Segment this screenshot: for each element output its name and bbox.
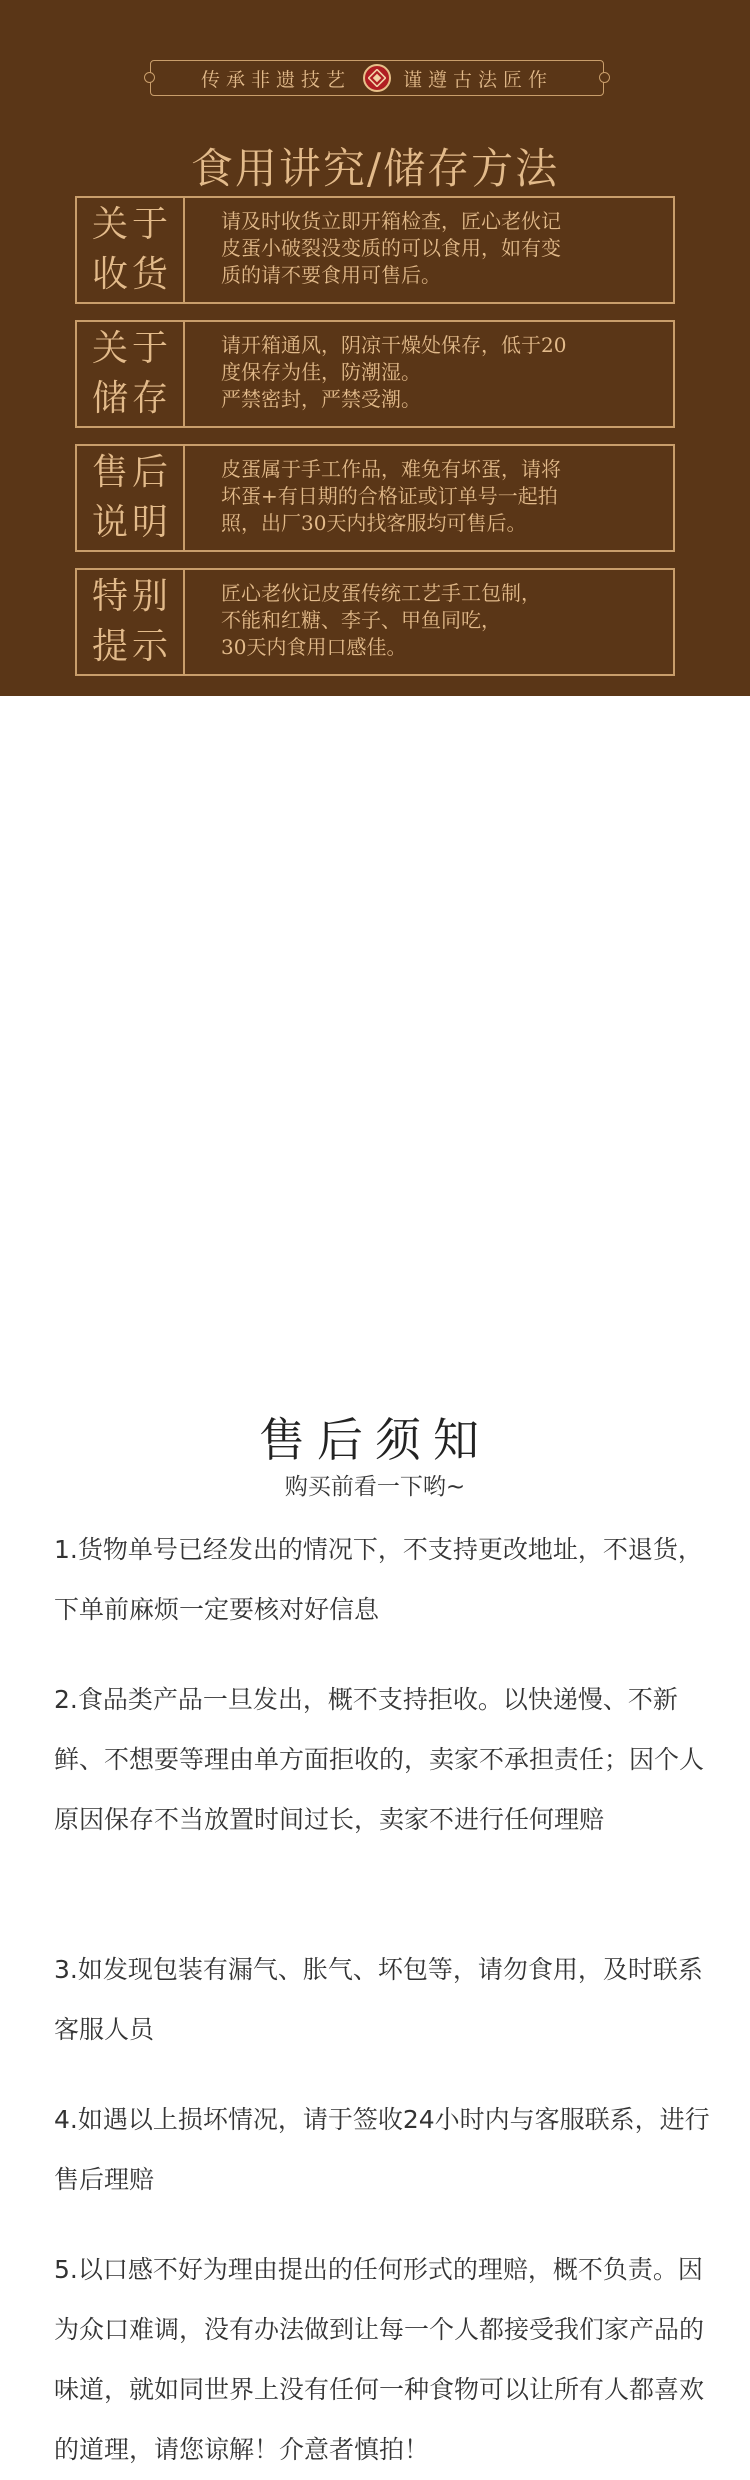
banner-right-cap [599,72,610,83]
notice-item: 3.如发现包装有漏气、胀气、坏包等，请勿食用，及时联系客服人员 [54,1955,703,2044]
info-box-after-sales [75,444,675,552]
notice-item: 1.货物单号已经发出的情况下，不支持更改地址，不退货，下单前麻烦一定要核对好信息 [54,1535,703,1624]
notice-item: 4.如遇以上损坏情况，请于签收24小时内与客服联系，进行售后理赔 [54,2105,710,2194]
info-box-label: 关于收货 [92,204,173,295]
info-box-text: 皮蛋属于手工作品，难免有坏蛋，请将 坏蛋+有日期的合格证或订单号一起拍 照，出厂30天内找客服均可售后。 [221,457,561,535]
info-box-text: 请开箱通风，阴凉干燥处保存，低于20 度保存为佳，防潮湿。 严禁密封，严禁受潮。 [221,333,567,411]
heritage-banner [150,60,604,96]
seal-logo-icon [363,64,391,92]
info-box-label: 关于储存 [92,328,173,419]
storage-section [0,0,750,696]
info-box-label: 特别提示 [92,576,173,667]
banner-left-cap [144,72,155,83]
section-title: 食用讲究/储存方法 [190,144,560,193]
info-box-receiving [75,196,675,304]
info-box-storage [75,320,675,428]
info-box-special-note [75,568,675,676]
notice-subtitle: 购买前看一下哟~ [284,1474,466,1500]
info-box-text: 请及时收货立即开箱检查，匠心老伙记 皮蛋小破裂没变质的可以食用，如有变 质的请不要食用可售后。 [221,209,561,287]
notice-item: 2.食品类产品一旦发出，概不支持拒收。以快递慢、不新鲜、不想要等理由单方面拒收的，卖家不承担责任；因个人原因保存不当放置时间过长，卖家不进行任何理赔 [54,1685,705,1834]
banner-right-text: 谨遵古法匠作 [403,68,554,91]
notice-title: 售后须知 [259,1413,491,1467]
notice-item: 5.以口感不好为理由提出的任何形式的理赔，概不负责。因为众口难调，没有办法做到让每一个人都接受我们家产品的味道，就如同世界上没有任何一种食物可以让所有人都喜欢的道理，请您谅解！介意者慎拍！ [54,2255,705,2464]
banner-left-text: 传承非遗技艺 [200,68,351,91]
info-box-label: 售后说明 [92,452,173,543]
info-box-text: 匠心老伙记皮蛋传统工艺手工包制， 不能和红糖、李子、甲鱼同吃， 30天内食用口感佳。 [221,581,541,659]
